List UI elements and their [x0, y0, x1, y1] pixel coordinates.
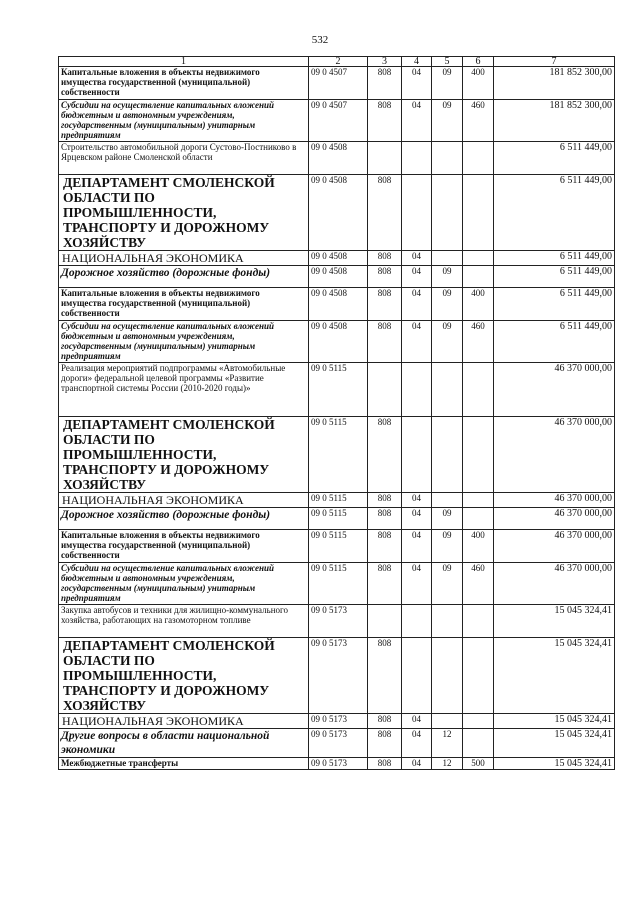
row-grbs: 808 [368, 530, 402, 563]
row-code: 09 0 4508 [309, 251, 368, 266]
row-code: 09 0 5173 [309, 714, 368, 729]
row-amount: 46 370 000,00 [494, 563, 615, 605]
row-grbs: 808 [368, 288, 402, 321]
row-section: 04 [402, 321, 432, 363]
table-row [59, 508, 615, 530]
row-name: Субсидии на осуществление капитальных вложений бюджетным и автономным учреждениям, государственным (муниципальным) унитарным предприятиям [59, 100, 309, 142]
row-section [402, 605, 432, 638]
header-cell-2: 2 [309, 57, 368, 67]
row-subsection [432, 142, 463, 175]
section-name: НАЦИОНАЛЬНАЯ ЭКОНОМИКА [59, 493, 309, 508]
table-row [59, 493, 615, 508]
row-expense-type [463, 508, 494, 530]
row-section [402, 417, 432, 493]
row-grbs: 808 [368, 493, 402, 508]
row-grbs: 808 [368, 266, 402, 288]
row-subsection [432, 363, 463, 417]
row-amount: 6 511 449,00 [494, 288, 615, 321]
table-row [59, 714, 615, 729]
row-expense-type [463, 729, 494, 758]
row-amount: 15 045 324,41 [494, 729, 615, 758]
row-code: 09 0 4508 [309, 175, 368, 251]
department-name: ДЕПАРТАМЕНТ СМОЛЕНСКОЙ ОБЛАСТИ ПО ПРОМЫШЛЕННОСТИ, ТРАНСПОРТУ И ДОРОЖНОМУ ХОЗЯЙСТВУ [59, 417, 309, 493]
row-subsection [432, 605, 463, 638]
row-subsection: 09 [432, 67, 463, 100]
row-code: 09 0 5115 [309, 530, 368, 563]
row-amount: 46 370 000,00 [494, 363, 615, 417]
row-code: 09 0 5173 [309, 638, 368, 714]
row-section: 04 [402, 288, 432, 321]
row-amount: 46 370 000,00 [494, 508, 615, 530]
row-amount: 6 511 449,00 [494, 321, 615, 363]
row-section: 04 [402, 758, 432, 770]
subsection-name: Дорожное хозяйство (дорожные фонды) [59, 508, 309, 530]
row-expense-type [463, 417, 494, 493]
row-grbs: 808 [368, 251, 402, 266]
row-section: 04 [402, 251, 432, 266]
row-amount: 15 045 324,41 [494, 714, 615, 729]
row-grbs: 808 [368, 175, 402, 251]
row-grbs: 808 [368, 729, 402, 758]
row-expense-type [463, 266, 494, 288]
header-cell-7: 7 [494, 57, 615, 67]
table-row [59, 605, 615, 638]
row-grbs: 808 [368, 714, 402, 729]
row-section: 04 [402, 729, 432, 758]
table-row [59, 363, 615, 417]
budget-table [58, 56, 615, 770]
row-amount: 6 511 449,00 [494, 142, 615, 175]
row-grbs: 808 [368, 758, 402, 770]
department-name: ДЕПАРТАМЕНТ СМОЛЕНСКОЙ ОБЛАСТИ ПО ПРОМЫШЛЕННОСТИ, ТРАНСПОРТУ И ДОРОЖНОМУ ХОЗЯЙСТВУ [59, 175, 309, 251]
row-code: 09 0 5173 [309, 729, 368, 758]
row-expense-type: 400 [463, 67, 494, 100]
row-section [402, 363, 432, 417]
row-expense-type: 460 [463, 563, 494, 605]
row-subsection: 09 [432, 530, 463, 563]
row-grbs: 808 [368, 508, 402, 530]
row-section: 04 [402, 67, 432, 100]
row-name: Субсидии на осуществление капитальных вложений бюджетным и автономным учреждениям, государственным (муниципальным) унитарным предприятиям [59, 321, 309, 363]
row-expense-type: 400 [463, 288, 494, 321]
row-subsection [432, 493, 463, 508]
row-subsection: 09 [432, 266, 463, 288]
row-name: Межбюджетные трансферты [59, 758, 309, 770]
row-amount: 46 370 000,00 [494, 417, 615, 493]
row-code: 09 0 4508 [309, 142, 368, 175]
table-row [59, 288, 615, 321]
row-name: Капитальные вложения в объекты недвижимого имущества государственной (муниципальной) собственности [59, 288, 309, 321]
row-grbs [368, 605, 402, 638]
row-amount: 46 370 000,00 [494, 530, 615, 563]
row-amount: 6 511 449,00 [494, 266, 615, 288]
row-amount: 6 511 449,00 [494, 251, 615, 266]
table-row [59, 67, 615, 100]
row-section: 04 [402, 266, 432, 288]
row-subsection [432, 251, 463, 266]
row-name: Строительство автомобильной дороги Сустово-Постниково в Ярцевском районе Смоленской области [59, 142, 309, 175]
row-section: 04 [402, 714, 432, 729]
row-code: 09 0 5115 [309, 417, 368, 493]
row-name: Капитальные вложения в объекты недвижимого имущества государственной (муниципальной) собственности [59, 67, 309, 100]
row-expense-type [463, 638, 494, 714]
row-expense-type [463, 493, 494, 508]
row-expense-type: 460 [463, 100, 494, 142]
table-row [59, 530, 615, 563]
subsection-name: Дорожное хозяйство (дорожные фонды) [59, 266, 309, 288]
row-name: Реализация мероприятий подпрограммы «Автомобильные дороги» федеральной целевой программы «Развитие транспортной системы России (2010-2020 годы)» [59, 363, 309, 417]
row-subsection: 09 [432, 508, 463, 530]
row-grbs [368, 363, 402, 417]
table-row [59, 100, 615, 142]
row-code: 09 0 5115 [309, 363, 368, 417]
row-section [402, 638, 432, 714]
row-section: 04 [402, 100, 432, 142]
row-expense-type: 400 [463, 530, 494, 563]
row-expense-type [463, 175, 494, 251]
table-row [59, 729, 615, 758]
header-cell-4: 4 [402, 57, 432, 67]
table-row [59, 251, 615, 266]
header-cell-6: 6 [463, 57, 494, 67]
row-expense-type [463, 142, 494, 175]
row-subsection: 09 [432, 563, 463, 605]
row-name: Капитальные вложения в объекты недвижимого имущества государственной (муниципальной) собственности [59, 530, 309, 563]
row-grbs: 808 [368, 321, 402, 363]
row-amount: 6 511 449,00 [494, 175, 615, 251]
row-grbs: 808 [368, 67, 402, 100]
row-grbs: 808 [368, 638, 402, 714]
row-amount: 181 852 300,00 [494, 67, 615, 100]
row-code: 09 0 5173 [309, 605, 368, 638]
header-cell-5: 5 [432, 57, 463, 67]
row-expense-type [463, 363, 494, 417]
row-code: 09 0 4508 [309, 321, 368, 363]
table-row [59, 563, 615, 605]
table-row [59, 638, 615, 714]
row-grbs: 808 [368, 563, 402, 605]
row-code: 09 0 5115 [309, 563, 368, 605]
row-section [402, 175, 432, 251]
row-grbs: 808 [368, 417, 402, 493]
row-subsection [432, 638, 463, 714]
row-name: Субсидии на осуществление капитальных вложений бюджетным и автономным учреждениям, государственным (муниципальным) унитарным предприятиям [59, 563, 309, 605]
row-grbs: 808 [368, 100, 402, 142]
section-name: НАЦИОНАЛЬНАЯ ЭКОНОМИКА [59, 251, 309, 266]
table-row [59, 175, 615, 251]
row-section: 04 [402, 530, 432, 563]
header-cell-1: 1 [59, 57, 309, 67]
row-expense-type: 500 [463, 758, 494, 770]
row-code: 09 0 5173 [309, 758, 368, 770]
row-code: 09 0 4508 [309, 288, 368, 321]
row-subsection: 09 [432, 288, 463, 321]
page-number: 532 [311, 34, 329, 46]
row-subsection [432, 714, 463, 729]
row-section: 04 [402, 493, 432, 508]
row-expense-type [463, 251, 494, 266]
row-subsection [432, 417, 463, 493]
row-amount: 15 045 324,41 [494, 605, 615, 638]
row-code: 09 0 4507 [309, 67, 368, 100]
row-section [402, 142, 432, 175]
row-subsection [432, 175, 463, 251]
row-section: 04 [402, 563, 432, 605]
row-code: 09 0 4508 [309, 266, 368, 288]
subsection-name: Другие вопросы в области национальной экономики [59, 729, 309, 758]
table-row [59, 142, 615, 175]
row-section: 04 [402, 508, 432, 530]
table-row [59, 321, 615, 363]
row-subsection: 09 [432, 321, 463, 363]
header-row [59, 57, 615, 67]
table-row [59, 758, 615, 770]
row-expense-type: 460 [463, 321, 494, 363]
table-row [59, 417, 615, 493]
row-code: 09 0 5115 [309, 508, 368, 530]
row-subsection: 12 [432, 729, 463, 758]
row-amount: 181 852 300,00 [494, 100, 615, 142]
row-code: 09 0 5115 [309, 493, 368, 508]
row-amount: 15 045 324,41 [494, 638, 615, 714]
row-name: Закупка автобусов и техники для жилищно-коммунального хозяйства, работающих на газомоторном топливе [59, 605, 309, 638]
row-code: 09 0 4507 [309, 100, 368, 142]
table-row [59, 266, 615, 288]
row-expense-type [463, 714, 494, 729]
row-subsection: 12 [432, 758, 463, 770]
department-name: ДЕПАРТАМЕНТ СМОЛЕНСКОЙ ОБЛАСТИ ПО ПРОМЫШЛЕННОСТИ, ТРАНСПОРТУ И ДОРОЖНОМУ ХОЗЯЙСТВУ [59, 638, 309, 714]
row-subsection: 09 [432, 100, 463, 142]
row-amount: 15 045 324,41 [494, 758, 615, 770]
row-grbs [368, 142, 402, 175]
row-expense-type [463, 605, 494, 638]
header-cell-3: 3 [368, 57, 402, 67]
section-name: НАЦИОНАЛЬНАЯ ЭКОНОМИКА [59, 714, 309, 729]
row-amount: 46 370 000,00 [494, 493, 615, 508]
